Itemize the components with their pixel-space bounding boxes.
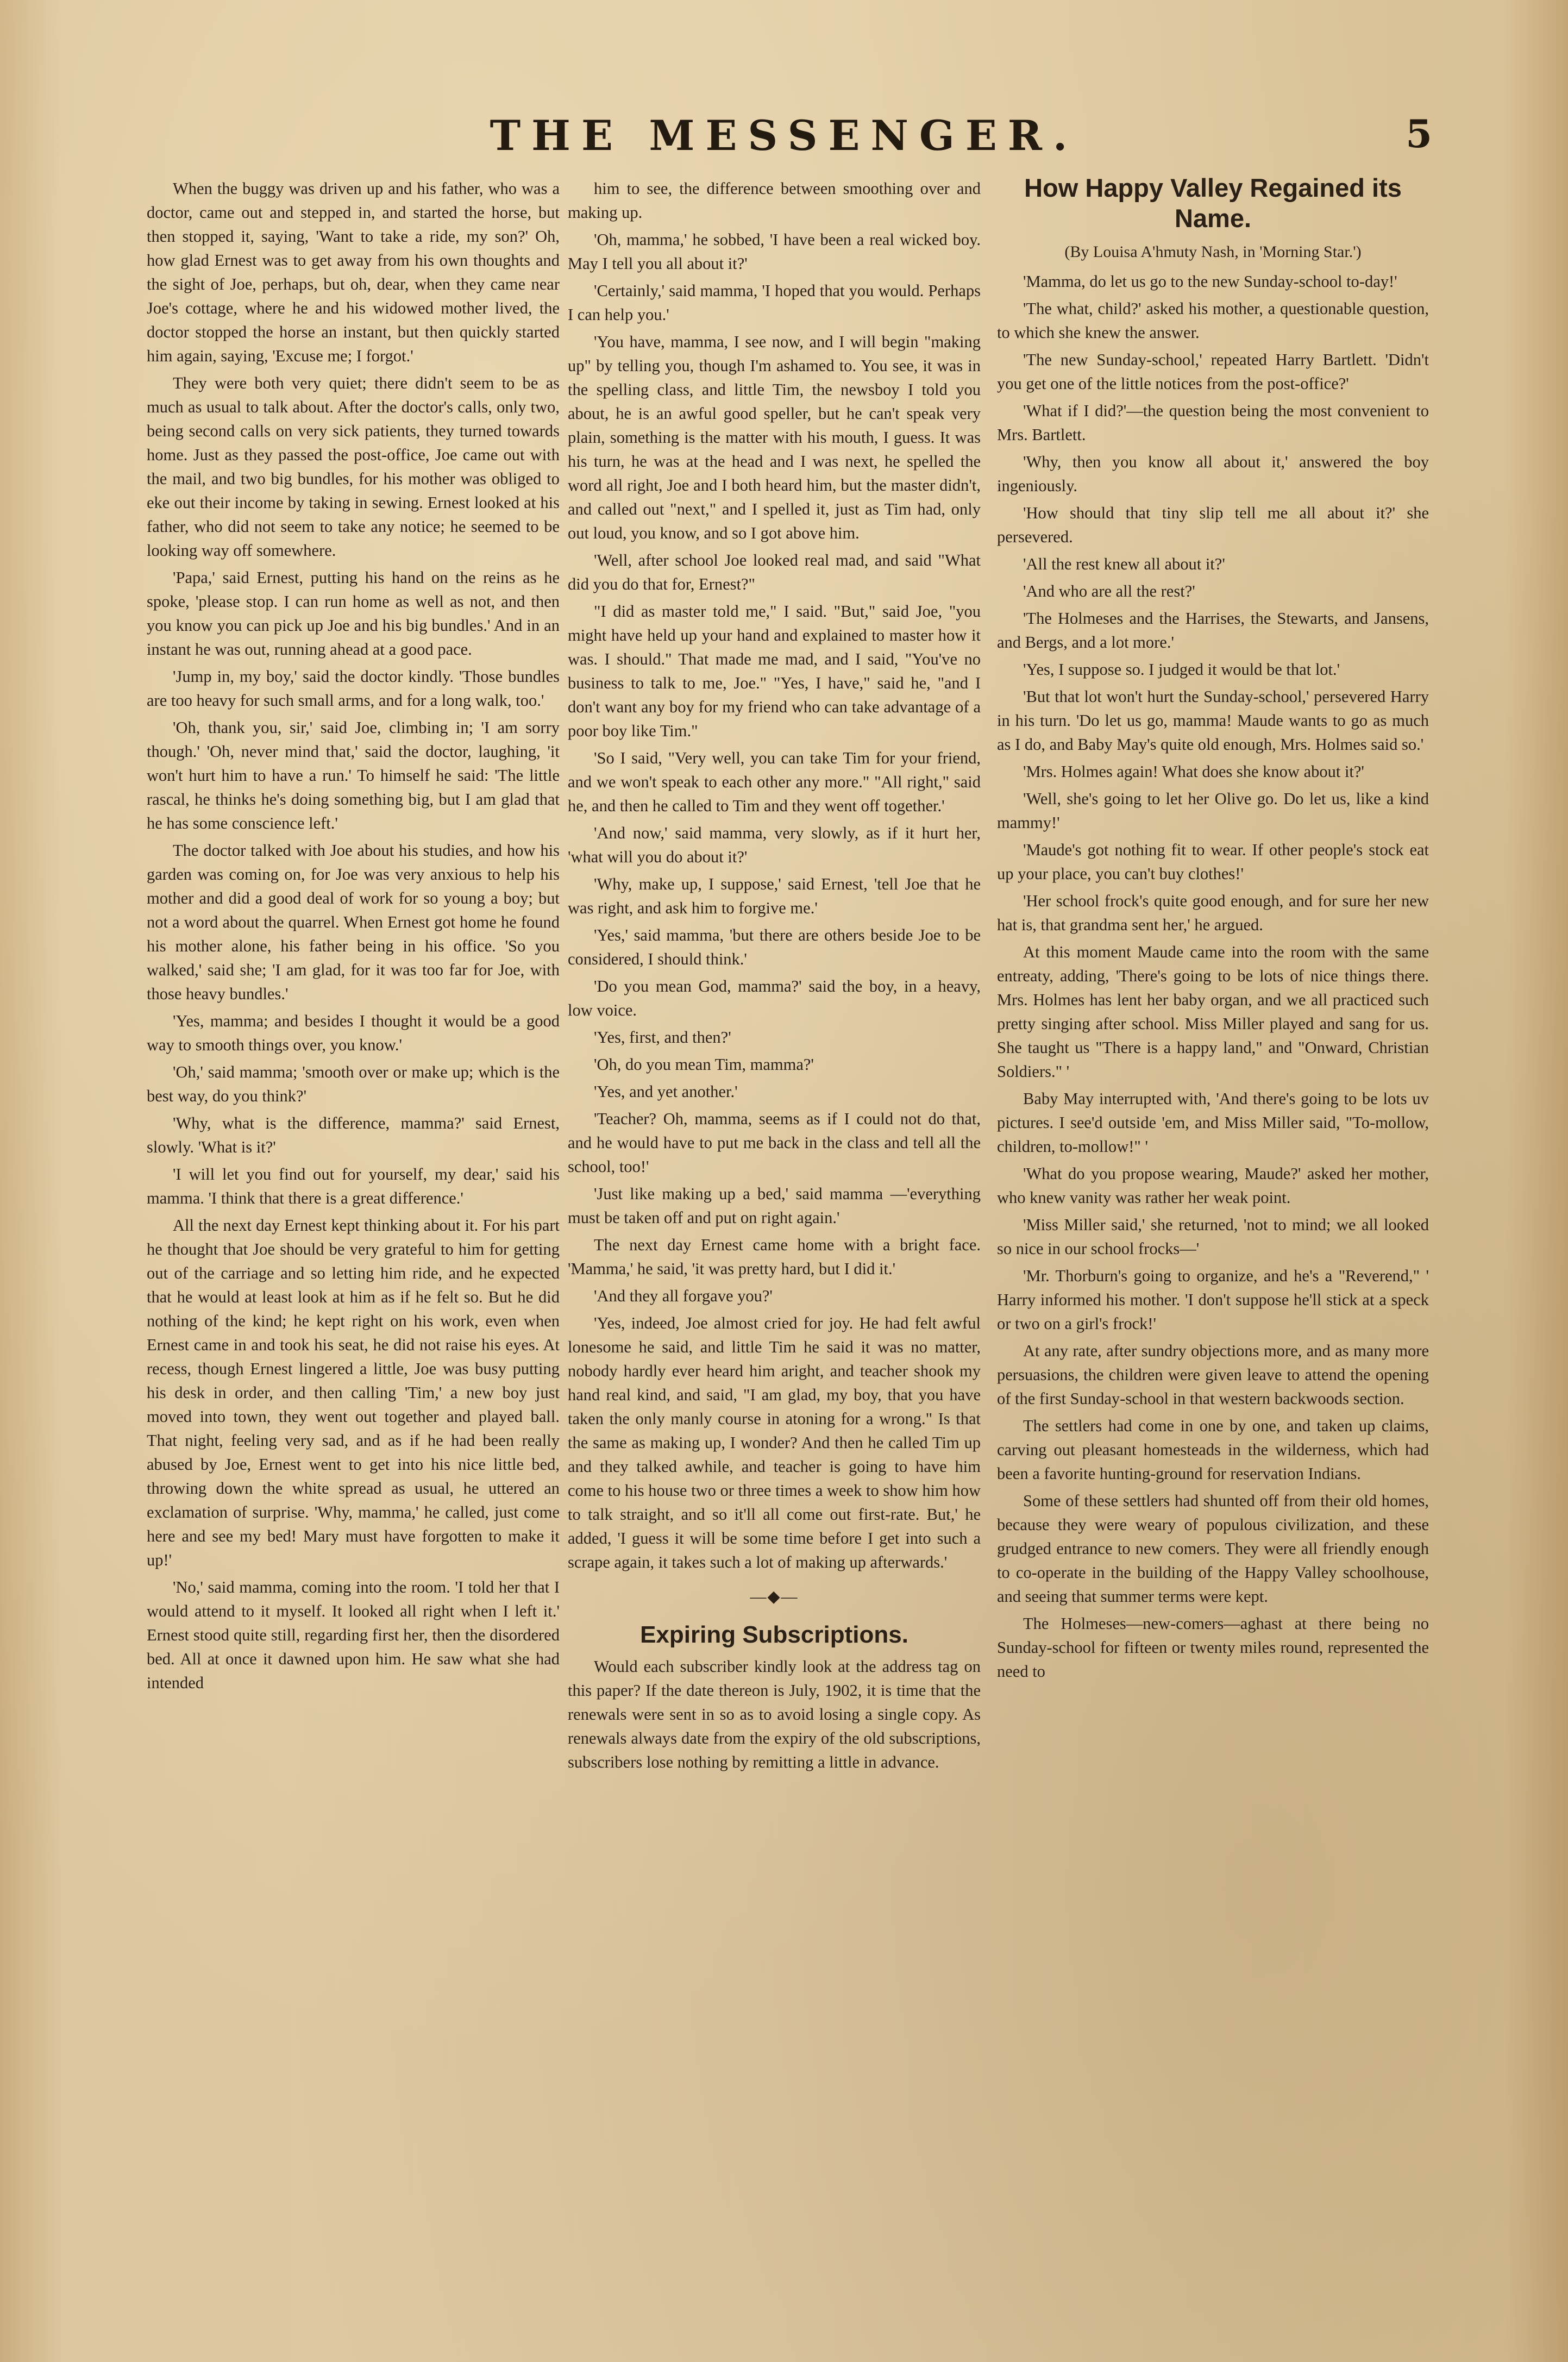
paragraph: 'What do you propose wearing, Maude?' asked her mother, who knew vanity was rather her weak point. <box>997 1164 1429 1207</box>
paragraph: 'Oh, do you mean Tim, mamma?' <box>594 1055 814 1074</box>
paragraph: All the next day Ernest kept thinking about it. For his part he thought that Joe should be very grateful to him for getting out of the carriage and so letting him ride, and he expected that he would at least look at him as if he felt so. But he did nothing of the kind; he kept right on his work, even when Ernest came in and took his seat, he did not raise his eyes. At recess, though Ernest lingered a little, Joe was busy putting his desk in order, and then calling 'Tim,' a new boy just moved into town, they went out together and played ball. That night, feeling very sad, and as if he had been really abused by Joe, Ernest went to get into his nice little bed, throwing down the white spread as usual, he uttered an exclamation of surprise. 'Why, mamma,' he called, just come here and see my bed! Mary must have forgotten to make it up!' <box>147 1216 560 1569</box>
paragraph: 'Yes,' said mamma, 'but there are others beside Joe to be considered, I should think.' <box>568 926 981 968</box>
paragraph: 'Yes, first, and then?' <box>594 1028 731 1047</box>
paragraph: 'Why, what is the difference, mamma?' said Ernest, slowly. 'What is it?' <box>147 1114 560 1156</box>
paragraph: 'You have, mamma, I see now, and I will begin "making up" by telling you, though I'm ashamed to. You see, it was in the spelling class, and little Tim, the newsboy I told you about, he is an awful good speller, but he can't speak very plain, something is the matter with his mouth, I guess. It was his turn, he was at the head and I was next, he spelled the word all right, Joe and I both heard him, but the master didn't, and called out "next," and I spelled it, just as Tim had, only out loud, you know, and so I got above him. <box>568 333 981 542</box>
paragraph: 'Mrs. Holmes again! What does she know about it?' <box>1023 762 1364 781</box>
paragraph: 'And they all forgave you?' <box>594 1287 773 1305</box>
page-number: 5 <box>1406 111 1432 156</box>
masthead-title: THE MESSENGER. <box>490 111 1078 160</box>
paragraph: 'Why, then you know all about it,' answered the boy ingeniously. <box>997 453 1429 495</box>
paragraph: 'Oh,' said mamma; 'smooth over or make up; which is the best way, do you think?' <box>147 1063 560 1105</box>
column-2-story <box>568 177 981 1574</box>
paragraph: 'And who are all the rest?' <box>1023 582 1195 600</box>
paragraph: The doctor talked with Joe about his studies, and how his garden was coming on, for Joe was very anxious to help his mother and did a good deal of work for so young a boy; but not a word about the quarrel. When Ernest got home he found his mother alone, his father being in his office. 'So you walked,' said she; 'I am glad, for it was too far for Joe, with those heavy bundles.' <box>147 841 560 1003</box>
paragraph: 'Jump in, my boy,' said the doctor kindly. 'Those bundles are too heavy for such small arms, and for a long walk, too.' <box>147 667 560 710</box>
paragraph: 'Do you mean God, mamma?' said the boy, in a heavy, low voice. <box>568 977 981 1019</box>
paragraph: They were both very quiet; there didn't seem to be as much as usual to talk about. After the doctor's calls, only two, being second calls on very sick patients, they turned towards home. Just as they passed the post-office, Joe came out with the mail, and two big bundles, for his mother was obliged to eke out their income by taking in sewing. Ernest looked at his father, who did not seem to take any notice; he seemed to be looking way off somewhere. <box>147 374 560 560</box>
paragraph: 'How should that tiny slip tell me all about it?' she persevered. <box>997 504 1429 546</box>
paragraph: 'Certainly,' said mamma, 'I hoped that you would. Perhaps I can help you.' <box>568 281 981 324</box>
paragraph: The next day Ernest came home with a bright face. 'Mamma,' he said, 'it was pretty hard, but I did it.' <box>568 1236 981 1278</box>
paragraph: 'Teacher? Oh, mamma, seems as if I could not do that, and he would have to put me back in the class and tell all the school, too!' <box>568 1110 981 1176</box>
paragraph: 'Well, after school Joe looked real mad, and said "What did you do that for, Ernest?" <box>568 551 981 593</box>
paragraph: 'Oh, thank you, sir,' said Joe, climbing in; 'I am sorry though.' 'Oh, never mind that,' said the doctor, laughing, 'it won't hurt him to have a run.' To himself he said: 'The little rascal, he thinks he's doing something big, but I am glad that he has some conscience left.' <box>147 718 560 832</box>
paragraph: 'Well, she's going to let her Olive go. Do let us, like a kind mammy!' <box>997 790 1429 832</box>
paragraph: "I did as master told me," I said. "But," said Joe, "you might have held up your hand and explained to master how it was. I should." That made me mad, and I said, "You've no business to talk to me, Joe." "Yes, I have," said he, "and I don't want any boy for my friend who can take advantage of a poor boy like Tim." <box>568 602 981 740</box>
column-2 <box>568 177 981 2247</box>
expiring-subscriptions-heading: Expiring Subscriptions. <box>640 1621 908 1648</box>
subscription-notice: Would each subscriber kindly look at the address tag on this paper? If the date thereon is July, 1902, it is time that the renewals were sent in so as to avoid losing a single copy. As renewals always date from the expiry of the old subscriptions, subscribers lose nothing by remitting a little in advance. <box>568 1657 981 1771</box>
paragraph: 'Papa,' said Ernest, putting his hand on the reins as he spoke, 'please stop. I can run home as well as not, and then you know you can pick up Joe and his big bundles.' And in an instant he was out, running ahead at a good pace. <box>147 568 560 659</box>
section-divider: —◆— <box>750 1588 799 1606</box>
paragraph: 'Her school frock's quite good enough, and for sure her new hat is, that grandma sent her,' he argued. <box>997 892 1429 934</box>
paragraph: 'Why, make up, I suppose,' said Ernest, 'tell Joe that he was right, and ask him to forgive me.' <box>568 875 981 917</box>
paragraph: 'Yes, mamma; and besides I thought it would be a good way to smooth things over, you know.' <box>147 1012 560 1054</box>
paragraph: At this moment Maude came into the room with the same entreaty, adding, 'There's going to be lots of nice things there. Mrs. Holmes has lent her baby organ, and we all practiced such pretty singing after school. Miss Miller played and sang for us. She taught us "There is a happy land," and "Onward, Christian Soldiers." ' <box>997 943 1429 1081</box>
paragraph: When the buggy was driven up and his father, who was a doctor, came out and stepped in, and started the horse, but then stopped it, saying, 'Want to take a ride, my son?' Oh, how glad Ernest was to get away from his own thoughts and the sight of Joe, perhaps, but oh, dear, when they came near Joe's cottage, where he and his widowed mother lived, the doctor stopped the horse an instant, but then quickly started him again, saying, 'Excuse me; I forgot.' <box>147 179 560 365</box>
paragraph: 'Mr. Thorburn's going to organize, and he's a "Reverend," ' Harry informed his mother. 'I don't suppose he'll stick at a speck or two on a girl's frock!' <box>997 1267 1429 1333</box>
paragraph: At any rate, after sundry objections more, and as many more persuasions, the children were given leave to attend the opening of the first Sunday-school in that western backwoods section. <box>997 1342 1429 1408</box>
paragraph: 'So I said, "Very well, you can take Tim for your friend, and we won't speak to each other any more." "All right," said he, and then he called to Tim and they went off together.' <box>568 749 981 815</box>
paragraph: 'All the rest knew all about it?' <box>1023 555 1225 573</box>
paragraph: 'Yes, and yet another.' <box>594 1082 738 1101</box>
paragraph: 'Oh, mamma,' he sobbed, 'I have been a real wicked boy. May I tell you all about it?' <box>568 230 981 273</box>
paragraph: 'No,' said mamma, coming into the room. 'I told her that I would attend to it myself. It looked all right when I left it.' Ernest stood quite still, regarding first her, then the disordered bed. All at once it dawned upon him. He saw what she had intended <box>147 1578 560 1692</box>
paragraph: 'But that lot won't hurt the Sunday-school,' persevered Harry in his turn. 'Do let us go, mamma! Maude wants to go as much as I do, and Baby May's quite old enough, Mrs. Holmes said so.' <box>997 687 1429 754</box>
story-byline: (By Louisa A'hmuty Nash, in 'Morning Star.') <box>1064 243 1362 261</box>
paragraph: 'The Holmeses and the Harrises, the Stewarts, and Jansens, and Bergs, and a lot more.' <box>997 609 1429 651</box>
paragraph: The settlers had come in one by one, and taken up claims, carving out pleasant homesteads in the wilderness, which had been a favorite hunting-ground for reservation Indians. <box>997 1417 1429 1483</box>
column-3-story <box>997 270 1429 1683</box>
column-3 <box>997 173 1429 2243</box>
paragraph: The Holmeses—new-comers—aghast at there being no Sunday-school for fifteen or twenty miles round, represented the need to <box>997 1614 1429 1681</box>
paragraph: Some of these settlers had shunted off from their old homes, because they were weary of populous civilization, and these grudged entrance to new comers. They were all friendly enough to co-operate in the building of the Happy Valley schoolhouse, and seeing that summer terms were kept. <box>997 1492 1429 1606</box>
story-title: How Happy Valley Regained its Name. <box>1024 173 1402 233</box>
paragraph: 'What if I did?'—the question being the most convenient to Mrs. Bartlett. <box>997 402 1429 444</box>
paragraph: Baby May interrupted with, 'And there's going to be lots uv pictures. I see'd outside 'em, and Miss Miller said, "To-mollow, children, to-mollow!" ' <box>997 1089 1429 1156</box>
paragraph: 'I will let you find out for yourself, my dear,' said his mamma. 'I think that there is a great difference.' <box>147 1165 560 1207</box>
paragraph: 'Maude's got nothing fit to wear. If other people's stock eat up your place, you can't buy clothes!' <box>997 841 1429 883</box>
paragraph: 'The what, child?' asked his mother, a questionable question, to which she knew the answer. <box>997 299 1429 342</box>
paragraph: 'Yes, I suppose so. I judged it would be that lot.' <box>1023 660 1340 679</box>
paragraph: 'Yes, indeed, Joe almost cried for joy. He had felt awful lonesome he said, and little Tim he said it was no matter, nobody hardly ever heard him aright, and teacher shook my hand real kind, and said, "I am glad, my boy, that you have taken the only manly course in atoning for a wrong." Is that the same as making up, I wonder? And then he called Tim up and they talked awhile, and teacher is going to have him come to his house two or three times a week to show him how to talk straight, and so it'll all come out first-rate. But,' he added, 'I guess it will be some time before I get into such a scrape again, it takes such a lot of making up afterwards.' <box>568 1314 981 1571</box>
paragraph: 'Mamma, do let us go to the new Sunday-school to-day!' <box>1023 272 1397 291</box>
paragraph: 'Just like making up a bed,' said mamma —'everything must be taken off and put on right again.' <box>568 1185 981 1227</box>
paragraph: 'Miss Miller said,' she returned, 'not to mind; we all looked so nice in our school frocks—' <box>997 1216 1429 1258</box>
paragraph: him to see, the difference between smoothing over and making up. <box>568 179 981 222</box>
column-1 <box>147 177 560 2247</box>
paragraph: 'The new Sunday-school,' repeated Harry Bartlett. 'Didn't you get one of the little notices from the post-office?' <box>997 350 1429 393</box>
paragraph: 'And now,' said mamma, very slowly, as if it hurt her, 'what will you do about it?' <box>568 824 981 866</box>
